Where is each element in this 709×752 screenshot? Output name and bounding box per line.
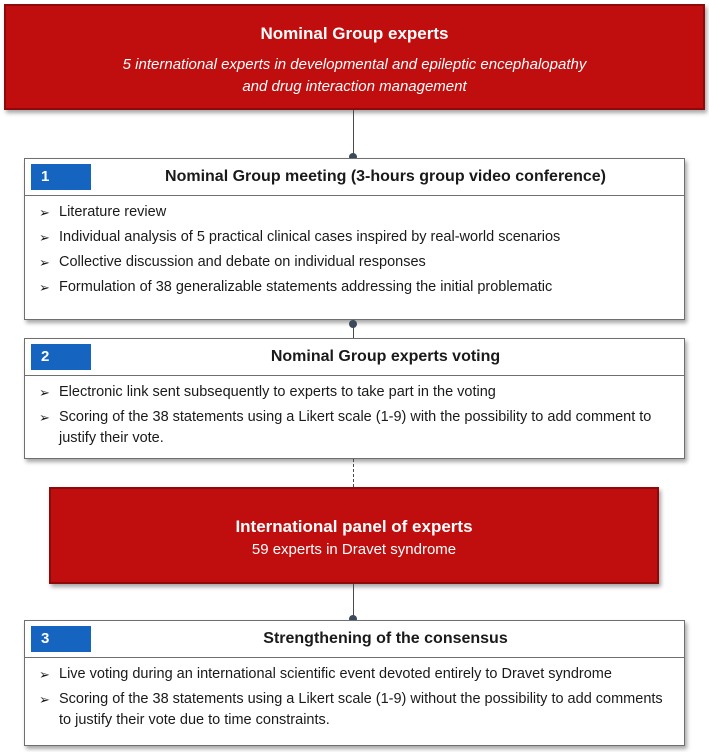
step-1-list <box>25 196 684 298</box>
step-3-header <box>25 621 684 658</box>
step-2-box <box>24 338 685 459</box>
step-3-title: Strengthening of the consensus <box>263 630 508 647</box>
arrow-bullet-icon: ➢ <box>39 385 50 400</box>
step-3-box <box>24 620 685 746</box>
arrow-bullet-icon: ➢ <box>39 255 50 270</box>
arrow-bullet-icon: ➢ <box>39 205 50 220</box>
step-2-list <box>25 376 684 449</box>
step-1-title: Nominal Group meeting (3-hours group video conference) <box>165 168 606 185</box>
step-1-box <box>24 158 685 320</box>
step-2-header <box>25 339 684 376</box>
arrow-bullet-icon: ➢ <box>39 667 50 682</box>
nominal-group-subtitle-line1: 5 international experts in developmental and epileptic encephalopathy <box>122 56 587 73</box>
step-1-number-badge: 1 <box>31 164 91 190</box>
arrow-bullet-icon: ➢ <box>39 410 50 425</box>
list-item: ➢ Scoring of the 38 statements using a Likert scale (1-9) without the possibility to add comments to justify their vote due to time constraints. <box>39 691 663 728</box>
list-item: ➢ Individual analysis of 5 practical clinical cases inspired by real-world scenarios <box>39 227 674 248</box>
step-2-number-badge: 2 <box>31 344 91 370</box>
arrow-bullet-icon: ➢ <box>39 280 50 295</box>
international-panel-title: International panel of experts <box>235 517 473 536</box>
step-3-list <box>25 658 684 731</box>
step-1-header <box>25 159 684 196</box>
list-item: ➢ Electronic link sent subsequently to experts to take part in the voting <box>39 382 674 403</box>
arrow-bullet-icon: ➢ <box>39 692 50 707</box>
connector-dashed-line <box>353 459 354 487</box>
nominal-group-subtitle-line2: and drug interaction management <box>242 78 467 95</box>
step-3-number-badge: 3 <box>31 626 91 652</box>
international-panel-subtitle: 59 experts in Dravet syndrome <box>251 541 457 558</box>
connector-dot-2 <box>349 320 357 328</box>
list-item: ➢ Live voting during an international scientific event devoted entirely to Dravet syndrome <box>39 664 674 685</box>
international-panel-box <box>49 487 659 584</box>
nominal-group-box <box>4 4 705 110</box>
nominal-group-title: Nominal Group experts <box>260 24 449 43</box>
step-2-title: Nominal Group experts voting <box>270 348 501 365</box>
list-item: ➢ Formulation of 38 generalizable statements addressing the initial problematic <box>39 277 674 298</box>
list-item: ➢ Scoring of the 38 statements using a Likert scale (1-9) with the possibility to add comment to justify their vote. <box>39 409 652 446</box>
list-item: ➢ Collective discussion and debate on individual responses <box>39 252 674 273</box>
connector-line-1 <box>353 110 354 158</box>
arrow-bullet-icon: ➢ <box>39 230 50 245</box>
list-item: ➢ Literature review <box>39 202 674 223</box>
